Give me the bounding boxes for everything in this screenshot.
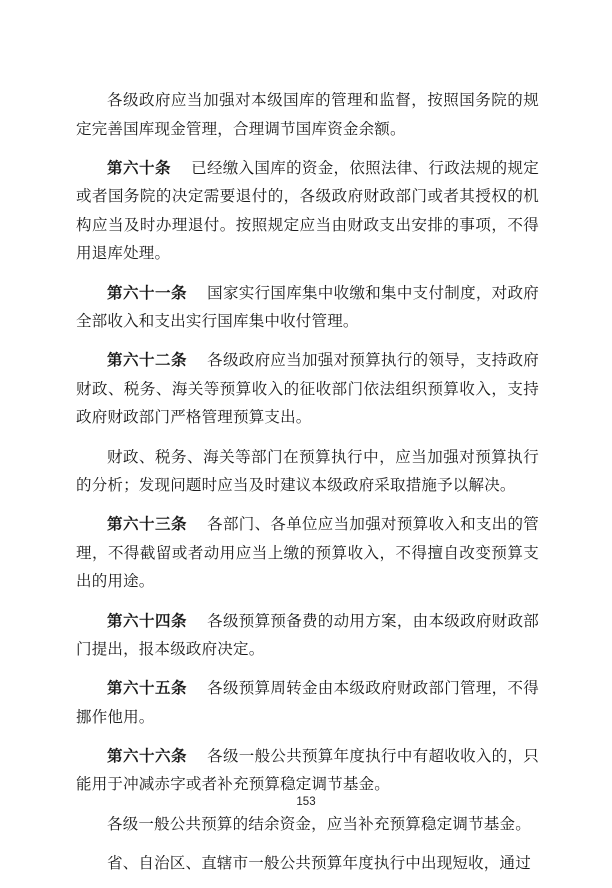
paragraph-text: 各级一般公共预算年度执行中有超收收入的，只能用于冲减赤字或者补充预算稳定调节基金。	[76, 746, 539, 794]
paragraph-text: 各级预算预备费的动用方案，由本级政府财政部门提出，报本级政府决定。	[76, 611, 539, 659]
paragraph-text: 国家实行国库集中收缴和集中支付制度，对政府全部收入和支出实行国库集中收付管理。	[76, 283, 539, 331]
paragraph	[76, 86, 539, 143]
paragraph-text: 已经缴入国库的资金，依照法律、行政法规的规定或者国务院的决定需要退付的，各级政府财政部门或者其授权的机构应当及时办理退付。按照规定应当由财政支出安排的事项，不得用退库处理。	[76, 158, 539, 263]
paragraph-text: 财政、税务、海关等部门在预算执行中，应当加强对预算执行的分析；发现问题时应当及时建议本级政府采取措施予以解决。	[76, 447, 539, 495]
article-heading: 第六十二条	[107, 351, 188, 370]
paragraph-text: 各部门、各单位应当加强对预算收入和支出的管理，不得截留或者动用应当上缴的预算收入，不得擅自改变预算支出的用途。	[76, 515, 539, 591]
article-paragraph	[76, 279, 539, 336]
paragraph	[76, 810, 539, 839]
article-paragraph	[76, 742, 539, 799]
page-body	[76, 86, 539, 888]
paragraph	[76, 849, 539, 878]
article-heading: 第六十三条	[107, 515, 188, 534]
paragraph-text: 各级政府应当加强对预算执行的领导，支持政府财政、税务、海关等预算收入的征收部门依法组织预算收入，支持政府财政部门严格管理预算支出。	[76, 351, 539, 427]
article-heading: 第六十六条	[107, 746, 188, 765]
page-number: 153	[296, 796, 316, 808]
paragraph-text: 省、自治区、直辖市一般公共预算年度执行中出现短收，通过	[107, 853, 531, 872]
article-heading: 第六十一条	[107, 283, 188, 302]
paragraph-text: 各级一般公共预算的结余资金，应当补充预算稳定调节基金。	[107, 814, 531, 833]
article-heading: 第六十五条	[107, 679, 188, 698]
article-paragraph	[76, 346, 539, 432]
paragraph-text: 各级政府应当加强对本级国库的管理和监督，按照国务院的规定完善国库现金管理，合理调节国库资金余额。	[76, 91, 539, 138]
article-heading: 第六十四条	[107, 611, 188, 630]
article-heading: 第六十条	[107, 158, 172, 177]
paragraph	[76, 443, 539, 500]
article-paragraph	[76, 607, 539, 664]
article-paragraph	[76, 154, 539, 268]
article-paragraph	[76, 674, 539, 731]
article-paragraph	[76, 510, 539, 596]
paragraph-text: 各级预算周转金由本级政府财政部门管理，不得挪作他用。	[76, 679, 539, 726]
